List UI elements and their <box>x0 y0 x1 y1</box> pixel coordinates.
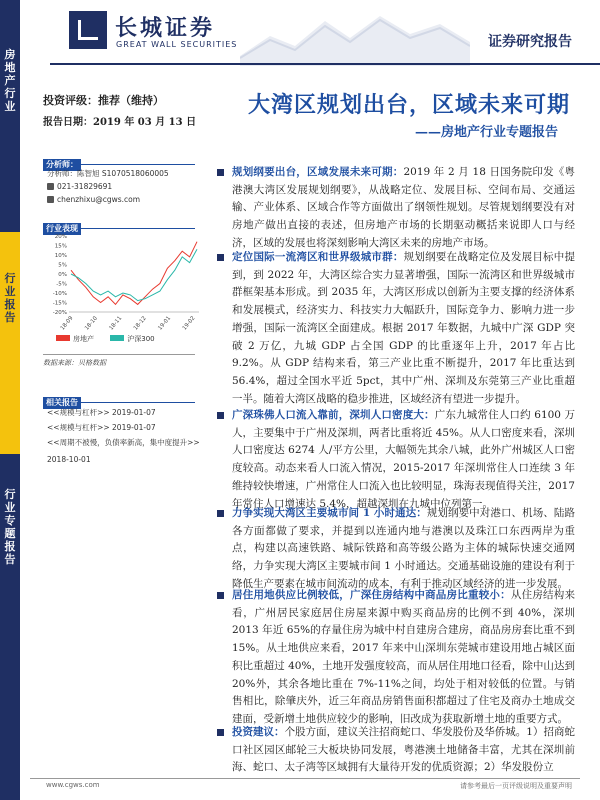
analyst-phone <box>47 182 112 191</box>
sidebar-industry-label: 房地产行业 <box>4 48 16 113</box>
legend-swatch-index <box>110 335 124 341</box>
para-1-text: 2019 年 2 月 18 日国务院印发《粤港澳大湾区发展规划纲要》，从战略定位、发展目标、空间布局、交通运输、产业体系、区域合作等方面做出了纲领性规划。尽管规划纲要没有对房地产做出直接的表述，但房地产市场的长期驱动概括来说即人口与经济，区域的发展也将深刻影响大湾区未来的房地产市场。 <box>232 166 576 249</box>
para-3-text: 广东九城常住人口约 6100 万人，主要集中于广州及深圳，两者比重将近 45%。从人口密度来看，深圳人口密度达 6274 人/平方公里，大幅领先其余八城，此外广州城区人口密度较高。动态来看人口流入情况，2015-2017 年深圳常住人口连续 3 年维持较快增速，广州常住人口流入也比较明显，珠海表现值得关注，2017 年常住人口增速达 5.4%，超越深圳在九城中位列第一。 <box>232 409 575 510</box>
chart-source: 数据来源：贝格数据 <box>43 359 106 367</box>
para-3-head: 广深珠佛人口流入靠前，深圳人口密度大： <box>232 409 435 421</box>
body-paragraph-2 <box>232 249 575 408</box>
para-1-head: 规划纲要出台，区域发展未来可期： <box>232 166 404 178</box>
source-divider <box>43 354 195 355</box>
body-paragraph-6 <box>232 724 575 777</box>
y-tick-label: -20% <box>52 310 67 316</box>
company-logo-icon <box>69 11 107 49</box>
bullet-icon <box>217 169 224 176</box>
x-tick-label: 18-10 <box>84 315 99 332</box>
legend-swatch-industry <box>56 335 70 341</box>
y-tick-label: 5% <box>58 262 67 269</box>
related-report-link[interactable]: <<规模与杠杆>> 2019-01-07 <box>47 408 156 417</box>
investment-rating: 投资评级：推荐（维持） <box>43 94 164 107</box>
y-tick-label: -10% <box>52 291 67 297</box>
email-icon <box>47 196 54 203</box>
para-2-head: 定位国际一流湾区和世界级城市群： <box>232 251 404 263</box>
x-tick-label: 19-02 <box>181 315 197 332</box>
analyst-email-text[interactable]: chenzhixu@cgws.com <box>57 195 141 204</box>
legend-label-industry: 房地产 <box>73 335 94 343</box>
x-tick-label: 18-09 <box>59 315 75 332</box>
y-tick-label: 10% <box>54 253 67 259</box>
analyst-section-header <box>43 152 195 169</box>
y-tick-label: -5% <box>56 281 67 288</box>
report-main-title: 大湾区规划出台，区域未来可期 <box>248 93 571 118</box>
analyst-phone-text: 021-31829691 <box>57 182 113 191</box>
analyst-email <box>47 195 140 204</box>
trend-section-label: 行业表现 <box>43 223 81 235</box>
footer-disclaimer-note: 请参考最后一页评级说明及重要声明 <box>460 782 572 790</box>
related-section-label: 相关报告 <box>43 397 81 409</box>
page-header <box>20 0 600 78</box>
footer-website[interactable]: www.cgws.com <box>46 781 100 789</box>
series-line <box>71 242 197 305</box>
footer-divider <box>30 778 580 779</box>
para-4-head: 力争实现大湾区主要城市间 1 小时通达： <box>232 507 427 519</box>
trend-section-header <box>43 216 195 233</box>
bullet-icon <box>217 592 224 599</box>
analyst-section-label: 分析师： <box>43 159 81 171</box>
sidebar-highlight <box>0 232 20 454</box>
phone-icon <box>47 183 54 190</box>
y-tick-label: 15% <box>54 243 67 250</box>
para-2-text: 规划纲要在战略定位及发展目标中提到，到 2022 年，大湾区综合实力显著增强，国际一流湾区和世界级城市群框架基本形成。到 2035 年，大湾区形成以创新为主要支撑的经济体系和发展模式，经济实力、科技实力大幅跃升，国际竞争力、影响力进一步增强，国际一流湾区全面建成。根据 2017 年数据，九城中广深 GDP 突破 2 万亿，九城 GDP 占全国 GDP 的比重逐年上升，2017 年占比 9.2%。从 GDP 结构来看，第三产业比重不断提升，2017 年比重达到 56.4%，超过全国水平近 5pct，其中广州、深圳及东莞第三产业比重超一半。随着大湾区战略的稳步推进，区域经济有望进一步提升。 <box>232 251 576 405</box>
body-paragraph-3 <box>232 407 575 513</box>
para-4-text: 规划纲要中对港口、机场、陆路各方面都做了要求，并提到以连通内地与港澳以及珠江口东西两岸为重点，构建以高速铁路、城际铁路和高等级公路为主体的城际快速交通网络，力争实现大湾区主要城市间 1 小时通达。交通基础设施的建设有利于降低生产要素在城市间流动的成本，有利于推动区域经济的进一步发展。 <box>232 507 575 590</box>
report-subtitle: ——房地产行业专题报告 <box>414 125 558 140</box>
para-5-head: 居住用地供应比例较低，广深住房结构中商品房比重较小： <box>232 589 511 601</box>
sidebar-report-label: 行业报告 <box>4 272 16 324</box>
para-6-head: 投资建议： <box>232 726 285 738</box>
header-divider <box>50 63 600 65</box>
y-tick-label: 0% <box>58 272 67 278</box>
related-report-link[interactable]: <<规模与杠杆>> 2019-01-07 <box>47 423 156 432</box>
sidebar-type-label: 行业专题报告 <box>4 488 16 566</box>
report-date: 报告日期：2019 年 03 月 13 日 <box>43 117 197 128</box>
chart-legend <box>56 334 155 344</box>
related-section-header <box>43 390 195 407</box>
bullet-icon <box>217 254 224 261</box>
analyst-name: 分析师：陈智旭 S1070518060005 <box>47 169 169 178</box>
legend-label-index: 沪深300 <box>127 335 155 343</box>
bullet-icon <box>217 412 224 419</box>
x-tick-label: 19-01 <box>157 315 173 332</box>
industry-performance-chart <box>43 232 203 346</box>
report-type-title: 证券研究报告 <box>488 34 572 50</box>
logo-chinese-name: 长城证券 <box>115 16 216 41</box>
para-5-text: 从住房结构来看，广州居民家庭居住房屋来源中购买商品房的比例不到 40%，深圳 2013 年近 65%的存量住房为城中村自建房合建房，商品房房套比重不到 15%。从土地供应来看，2017 年来中山深圳东莞城市建设用地占城区面积比重超过 40%，土地开发强度较高，而从居住用地口径看，除中山达到 20%外，其余各地比重在 7%-11%之间，均处于相对较低的位置。与销售相比，除肇庆外，近三年商品房销售面积都超过了住宅及商办土地成交建面，受新增土地供应较少的影响，旧改成为获取新增土地的重要方式。 <box>232 589 576 725</box>
related-report-link[interactable]: <<周期不被慢，负债率新高，集中度提升>> <box>47 438 200 447</box>
body-paragraph-4 <box>232 505 575 594</box>
body-paragraph-1 <box>232 164 575 253</box>
body-paragraph-5 <box>232 587 575 729</box>
great-wall-watermark-icon <box>240 6 470 66</box>
bullet-icon <box>217 510 224 517</box>
x-tick-label: 18-12 <box>132 315 148 332</box>
logo-english-name: GREAT WALL SECURITIES <box>116 40 238 49</box>
x-tick-label: 18-11 <box>108 315 124 332</box>
y-tick-label: -15% <box>52 300 67 307</box>
y-tick-label: 20% <box>54 234 67 240</box>
related-report-date: 2018-10-01 <box>47 455 91 464</box>
para-6-text: 个股方面，建议关注招商蛇口、华发股份及华侨城。1）招商蛇口社区园区邮轮三大板块协同发展，粤港澳土地储备丰富，尤其在深圳前海、蛇口、太子湾等区域拥有大量待开发的优质资源；2）华发股份立 <box>232 726 575 774</box>
bullet-icon <box>217 729 224 736</box>
